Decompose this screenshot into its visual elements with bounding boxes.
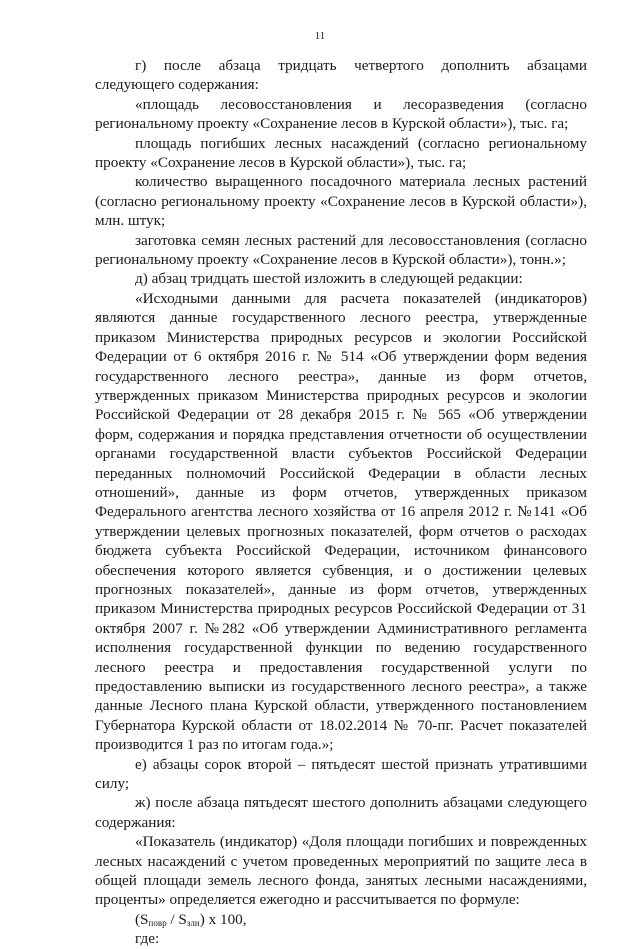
paragraph-zh: ж) после абзаца пятьдесят шестого дополнить абзацами следующего содержания: [95, 794, 587, 831]
formula-subscript-2: злн [186, 917, 200, 928]
paragraph-dead-stands-area: площадь погибших лесных насаждений (согласно региональному проекту «Сохранение лесов в Курской области»), тыс. га; [95, 134, 587, 172]
paragraph-seed-harvest: заготовка семян лесных растений для лесовосстановления (согласно региональному проекту «Сохранение лесов в Курской области»), тонн.»; [95, 231, 587, 269]
paragraph-e: е) абзацы сорок второй – пятьдесят шестой признать утратившими силу; [95, 755, 587, 793]
formula-close: ) x 100, [199, 910, 247, 928]
page-number: 11 [314, 30, 326, 42]
paragraph-g: г) после абзаца тридцать четвертого дополнить абзацами следующего содержания: [95, 57, 587, 94]
paragraph-planting-material: количество выращенного посадочного материала лесных растений (согласно региональному проекту «Сохранение лесов в Курской области»), млн. штук; [95, 173, 587, 230]
formula-middle: / S [166, 910, 187, 928]
formula [95, 910, 587, 929]
formula-open: (S [135, 910, 149, 928]
paragraph-reforestation-area: «площадь лесовосстановления и лесоразведения (согласно региональному проекту «Сохранение лесов в Курской области»), тыс. га; [95, 95, 587, 133]
document-body [95, 56, 587, 949]
paragraph-indicator-definition: «Показатель (индикатор) «Доля площади погибших и поврежденных лесных насаждений с учетом проведенных мероприятий по защите леса в общей площади земель лесного фонда, занятых лесными насаждениями, проценты» определяется ежегодно и рассчитывается по формуле: [95, 833, 587, 909]
paragraph-d: д) абзац тридцать шестой изложить в следующей редакции: [135, 270, 523, 288]
where-label: где: [135, 930, 160, 948]
paragraph-source-data: «Исходными данными для расчета показателей (индикаторов) являются данные государственного лесного реестра, утвержденные приказом Министерства природных ресурсов и экологии Российской Федерации от 6 октября 2016 г. № 514 «Об утверждении форм ведения государственного лесного реестра», данные из форм отчетов, утвержденных приказом Министерства природных ресурсов и экологии Российской Федерации от 28 декабря 2015 г. № 565 «Об утверждении форм, содержания и порядка представления отчетности об осуществлении органами государственной власти субъектов Российской Федерации переданных полномочий Российской Федерации в области лесных отношений», данные из форм отчетов, утвержденных приказом Федерального агентства лесного хозяйства от 16 апреля 2012 г. №141 «Об утверждении целевых прогнозных показателей, форм отчетов о расходах бюджета субъекта Российской Федерации, источником финансового обеспечения которого является субвенция, и о достижении целевых прогнозных показателей», данные из форм отчетов, утвержденных приказом Министерства природных ресурсов Российской Федерации от 31 октября 2007 г. №282 «Об утверждении Административного регламента исполнения государственной функции по ведению государственного лесного реестра и предоставления государственной услуги по предоставлению выписки из государственного лесного реестра», а также данные Лесного плана Курской области, утвержденного постановлением Губернатора Курской области от 18.02.2014 № 70-пг. Расчет показателей производится 1 раз по итогам года.»; [95, 289, 587, 754]
formula-subscript-1: повр [148, 917, 167, 928]
